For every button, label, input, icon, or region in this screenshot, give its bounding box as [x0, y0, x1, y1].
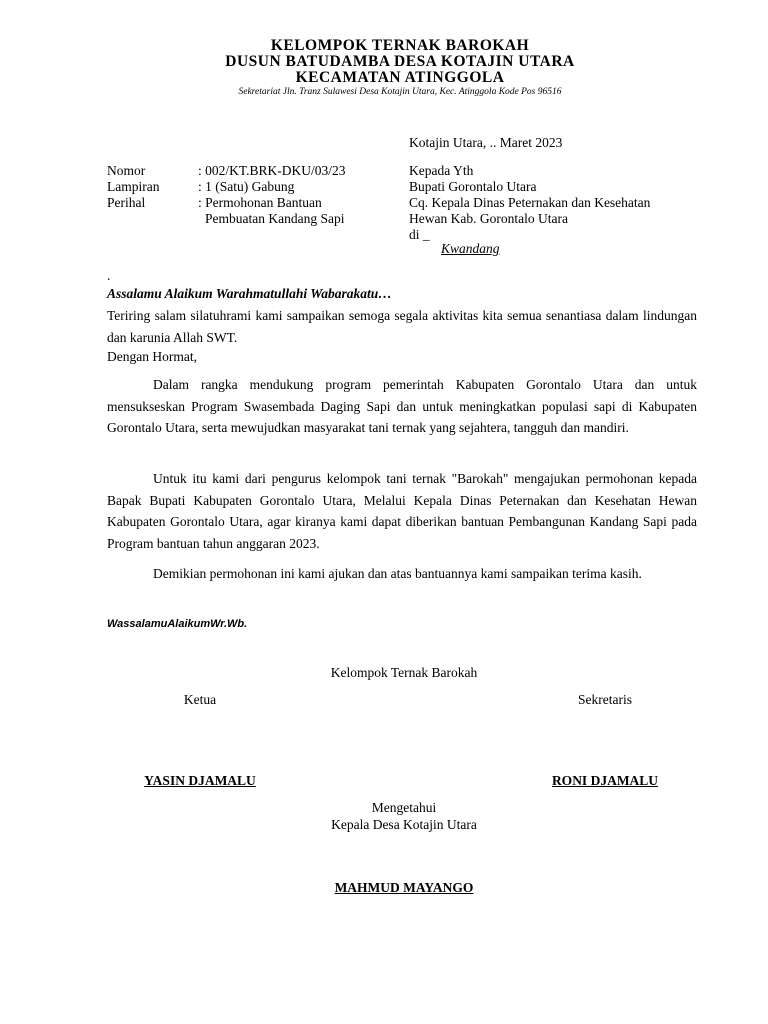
recipient-line-5: di _ — [409, 227, 430, 242]
dengan-hormat: Dengan Hormat, — [107, 349, 197, 364]
paragraph-background — [107, 374, 697, 439]
place-date: Kotajin Utara, .. Maret 2023 — [409, 135, 563, 150]
letterhead-village: DUSUN BATUDAMBA DESA KOTAJIN UTARA — [225, 53, 575, 70]
recipient-line-2: Bupati Gorontalo Utara — [409, 179, 537, 194]
signature-right-name: RONI DJAMALU — [551, 773, 659, 788]
letterhead-address: Sekretariat Jln. Tranz Sulawesi Desa Kotajin Utara, Kec. Atinggola Kode Pos 96516 — [238, 87, 562, 97]
recipient-city: Kwandang — [441, 241, 500, 256]
lampiran-value: : 1 (Satu) Gabung — [198, 179, 295, 194]
stray-dot: . — [107, 268, 111, 283]
kades-title: Kepala Desa Kotajin Utara — [331, 817, 477, 832]
paragraph-closing — [107, 563, 697, 585]
paragraph-request — [107, 468, 697, 554]
nomor-value: : 002/KT.BRK-DKU/03/23 — [198, 163, 346, 178]
letterhead-org-name: KELOMPOK TERNAK BAROKAH — [270, 37, 530, 54]
paragraph-greeting: Teriring salam silatuhrami kami sampaikan semoga segala aktivitas kita semua senantiasa dalam lindungan dan karunia Allah SWT. — [107, 308, 697, 345]
letterhead-district: KECAMATAN ATINGGOLA — [295, 69, 505, 86]
lampiran-label: Lampiran — [107, 179, 160, 194]
signature-right-title: Sekretaris — [578, 692, 632, 707]
signature-org: Kelompok Ternak Barokah — [330, 665, 478, 680]
paragraph-closing-text: Demikian permohonan ini kami ajukan dan atas bantuannya kami sampaikan terima kasih. — [153, 566, 642, 581]
recipient-line-3: Cq. Kepala Dinas Peternakan dan Kesehatan — [409, 195, 651, 210]
recipient-line-1: Kepada Yth — [409, 163, 474, 178]
opening-salutation: Assalamu Alaikum Warahmatullahi Wabarakatu… — [107, 286, 392, 301]
paragraph-background-text: Dalam rangka mendukung program pemerintah Kabupaten Gorontalo Utara dan untuk mensukseskan Program Swasembada Daging Sapi dan untuk meningkatkan populasi sapi di Kabupaten Gorontalo Utara, serta mewujudkan masyarakat tani ternak yang sejahtera, tangguh dan mandiri. — [107, 377, 697, 435]
perihal-value-1: : Permohonan Bantuan — [198, 195, 322, 210]
mengetahui-label: Mengetahui — [371, 800, 437, 815]
paragraph-request-text: Untuk itu kami dari pengurus kelompok tani ternak "Barokah" mengajukan permohonan kepada Bapak Bupati Kabupaten Gorontalo Utara, Melalui Kepala Dinas Peternakan dan Kesehatan Hewan Kabupaten Gorontalo Utara, agar kiranya kami dapat diberikan bantuan Pembangunan Kandang Sapi pada Program bantuan tahun anggaran 2023. — [107, 471, 697, 551]
nomor-label: Nomor — [107, 163, 146, 178]
signature-left-name: YASIN DJAMALU — [144, 773, 256, 788]
signature-left-title: Ketua — [183, 692, 217, 707]
perihal-value-2: Pembuatan Kandang Sapi — [205, 211, 345, 226]
perihal-label: Perihal — [107, 195, 146, 210]
kades-name: MAHMUD MAYANGO — [334, 880, 474, 895]
closing-salutation: WassalamuAlaikumWr.Wb. — [107, 618, 248, 630]
recipient-line-4: Hewan Kab. Gorontalo Utara — [409, 211, 568, 226]
